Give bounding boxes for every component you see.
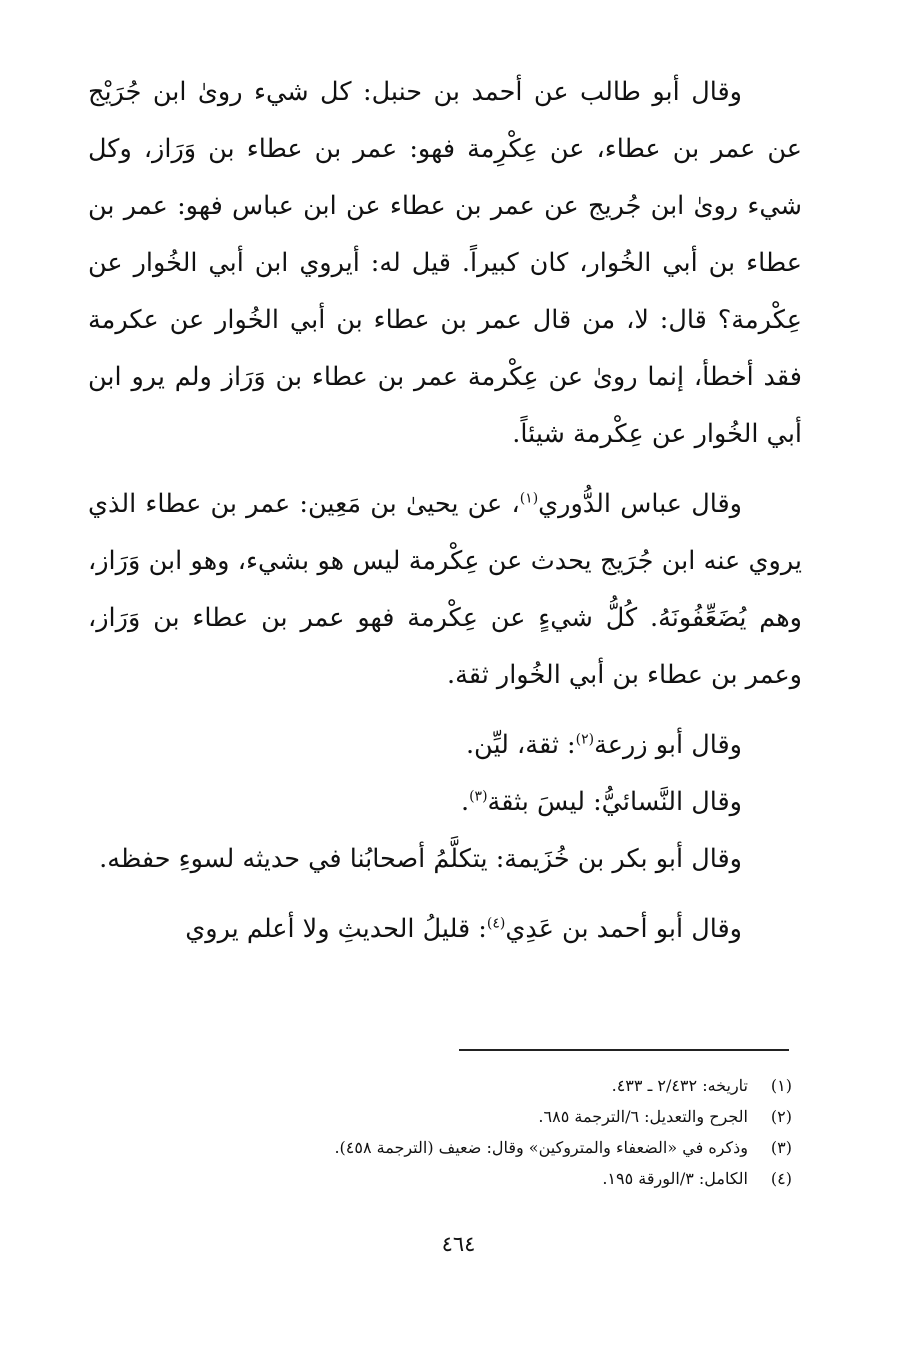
footnote-text: وذكره في «الضعفاء والمتروكين» وقال: ضعيف (الترجمة ٤٥٨). [334,1138,748,1157]
paragraph-text: وقال أبو بكر بن خُزَيمة: يتكلَّمُ أصحابُنا في حديثه لسوءِ حفظه. [99,844,742,874]
footnote-4 [110,1163,792,1194]
footnote-3 [110,1132,792,1163]
paragraph-text: وقال عباس الدُّوري [538,489,742,519]
footnote-number: (٤) [770,1169,792,1188]
footnote-number: (٣) [770,1138,792,1157]
paragraph-abu-zura [88,717,802,774]
footnote-number: (٢) [770,1107,792,1126]
footnote-text: الكامل: ٣/الورقة ١٩٥. [602,1169,748,1188]
paragraph-text: . [460,787,470,817]
paragraph-ibn-adi [88,901,802,958]
main-text [88,64,802,958]
footnote-reference[interactable]: (١) [519,490,539,507]
footnote-text: الجرح والتعديل: ٦/الترجمة ٦٨٥. [538,1107,748,1126]
paragraph-abbas-aldouri [88,476,802,704]
paragraph-text: وقال أبو طالب عن أحمد بن حنبل: كل شيء روىٰ ابن جُرَيْج عن عمر بن عطاء، عن عِكْرِمة فهو: عمر بن عطاء بن وَرَاز، وكل شيء روىٰ ابن جُريج عن عمر بن عطاء عن ابن عباس فهو: عمر بن عطاء بن أبي الخُوار، كان كبيراً. قيل له: أيروي ابن أبي الخُوار عن عِكْرمة؟ قال: لا، من قال عمر بن عطاء بن أبي الخُوار عن عكرمة فقد أخطأ، إنما روىٰ عن عِكْرمة عمر بن عطاء بن وَرَاز ولم يرو ابن أبي الخُوار عن عِكْرمة شيئاً. [88,77,802,449]
footnotes [110,1070,792,1194]
paragraph-text: : قليلُ الحديثِ ولا أعلم يروي [185,914,487,944]
footnote-reference[interactable]: (٣) [469,788,488,805]
footnote-text: تاريخه: ٢/٤٣٢ ـ ٤٣٣. [611,1076,748,1095]
paragraph-ibn-khuzayma [88,831,802,888]
paragraph-nasai [88,774,802,831]
footnote-1 [110,1070,792,1101]
footnote-number: (١) [770,1076,792,1095]
footnote-reference[interactable]: (٢) [575,731,595,748]
paragraph-text: وقال أبو زرعة [594,730,742,760]
paragraph-text: وقال أبو أحمد بن عَدِي [505,914,742,944]
footnote-2 [110,1101,792,1132]
page-number: ٤٦٤ [441,1232,476,1256]
footnote-divider [459,1049,789,1051]
paragraph-text: ، عن يحيىٰ بن مَعِين: عمر بن عطاء الذي يروي عنه ابن جُرَيج يحدث عن عِكْرمة ليس هو بشيء، وهو ابن وَرَاز، وهم يُضَعِّفُونَهُ. كُلُّ شيءٍ عن عِكْرمة فهو عمر بن عطاء بن وَرَاز، وعمر بن عطاء بن أبي الخُوار ثقة. [88,489,802,690]
paragraph-abu-talib [88,64,802,463]
paragraph-text: : ثقة، ليِّن. [465,730,576,760]
footnote-reference[interactable]: (٤) [486,915,506,932]
paragraph-text: وقال النَّسائيُّ: ليسَ بثقة [487,787,742,817]
